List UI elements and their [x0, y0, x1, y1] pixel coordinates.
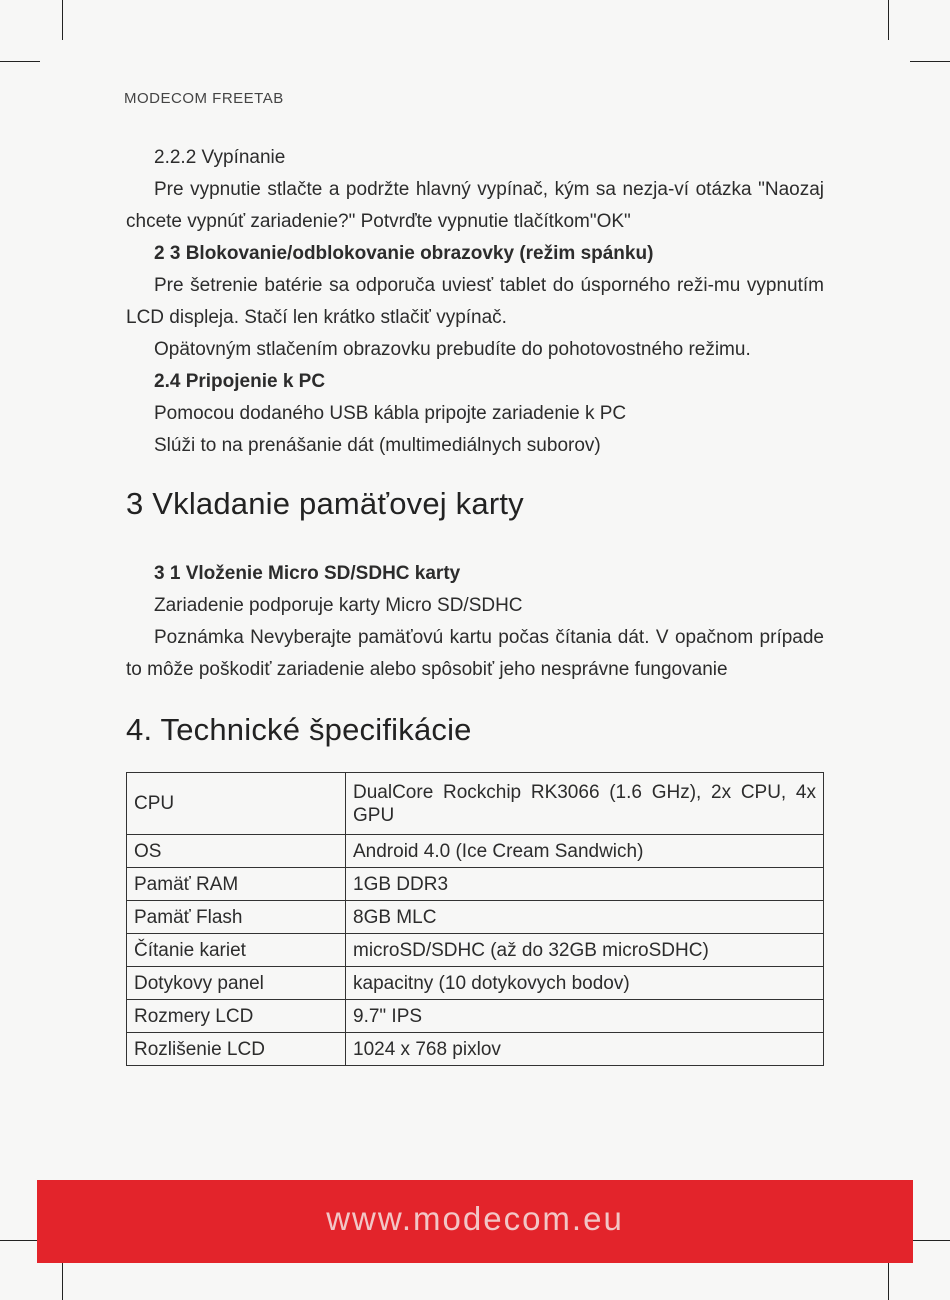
paragraph-pc-1: Pomocou dodaného USB kábla pripojte zariadenie k PC [154, 403, 627, 424]
paragraph-sleep-1: Pre šetrenie batérie sa odporuča uviesť tablet do úsporného reži-mu vypnutím LCD displeja. Stačí len krátko stlačiť vypínač. [126, 275, 824, 328]
spec-value: 1GB DDR3 [346, 868, 824, 901]
section-title-2-3: 2 3 Blokovanie/odblokovanie obrazovky (režim spánku) [154, 243, 654, 264]
paragraph-sleep-2: Opätovným stlačením obrazovku prebudíte do pohotovostného režimu. [154, 339, 751, 360]
crop-mark [0, 61, 40, 62]
crop-mark [888, 0, 889, 40]
spec-value: 9.7" IPS [346, 1000, 824, 1033]
running-header: MODECOM FREETAB [124, 90, 284, 107]
crop-mark [888, 1262, 889, 1300]
spec-value: kapacitny (10 dotykovych bodov) [346, 967, 824, 1000]
spec-label: Rozmery LCD [127, 1000, 346, 1033]
paragraph-pc-2: Slúži to na prenášanie dát (multimediálnych suborov) [154, 435, 601, 456]
table-row [127, 934, 824, 967]
spec-label: Čítanie kariet [127, 934, 346, 967]
spec-value: 8GB MLC [346, 901, 824, 934]
page-content [126, 142, 824, 1066]
spec-value: microSD/SDHC (až do 32GB microSDHC) [346, 934, 824, 967]
section-title-3-1: 3 1 Vloženie Micro SD/SDHC karty [154, 563, 461, 584]
spec-value: Android 4.0 (Ice Cream Sandwich) [346, 835, 824, 868]
chapter-heading-4: 4. Technické špecifikácie [126, 712, 472, 747]
spec-value: 1024 x 768 pixlov [346, 1033, 824, 1066]
table-row [127, 835, 824, 868]
paragraph-card-support: Zariadenie podporuje karty Micro SD/SDHC [154, 595, 523, 616]
crop-mark [62, 1262, 63, 1300]
spec-label: Rozlišenie LCD [127, 1033, 346, 1066]
crop-mark [910, 1240, 950, 1241]
table-row [127, 901, 824, 934]
table-row [127, 868, 824, 901]
spec-label: Pamäť Flash [127, 901, 346, 934]
spec-table [126, 772, 824, 1066]
paragraph-card-note: Poznámka Nevyberajte pamäťovú kartu počas čítania dát. V opačnom prípade to môže poškodiť zariadenie alebo spôsobiť jeho nesprávne fungovanie [126, 627, 824, 680]
spec-label: OS [127, 835, 346, 868]
crop-mark [0, 1240, 40, 1241]
crop-mark [910, 61, 950, 62]
spec-value: DualCore Rockchip RK3066 (1.6 GHz), 2x CPU, 4x GPU [346, 773, 824, 835]
table-row [127, 1033, 824, 1066]
spec-label: Pamäť RAM [127, 868, 346, 901]
table-row [127, 773, 824, 835]
section-title-2-4: 2.4 Pripojenie k PC [154, 371, 326, 392]
footer-url: www.modecom.eu [326, 1200, 624, 1237]
spec-label: Dotykovy panel [127, 967, 346, 1000]
section-title-2-2-2: 2.2.2 Vypínanie [154, 147, 286, 168]
crop-mark [62, 0, 63, 40]
footer-banner [37, 1180, 913, 1263]
spec-label: CPU [127, 773, 346, 835]
table-row [127, 1000, 824, 1033]
paragraph-shutdown: Pre vypnutie stlačte a podržte hlavný vypínač, kým sa nezja-ví otázka "Naozaj chcete vypnúť zariadenie?" Potvrďte vypnutie tlačítkom"OK" [126, 179, 824, 232]
chapter-heading-3: 3 Vkladanie pamäťovej karty [126, 486, 524, 521]
table-row [127, 967, 824, 1000]
